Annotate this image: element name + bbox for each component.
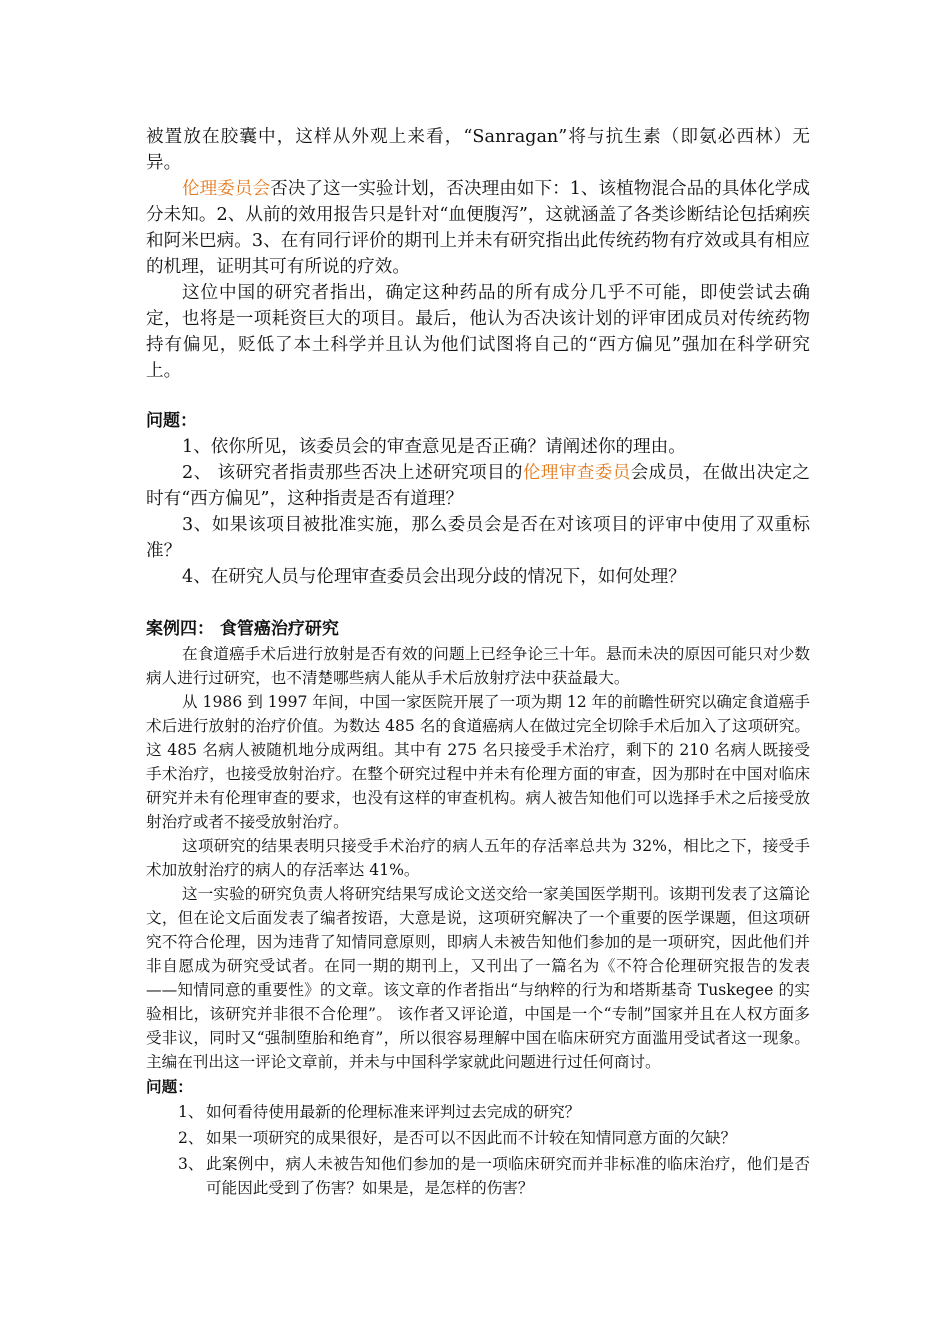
question-4: 4、在研究人员与伦理审查委员会出现分歧的情况下，如何处理？ [182, 567, 686, 587]
document-page [146, 124, 810, 1202]
list-item [146, 1152, 810, 1200]
list-item [146, 1126, 810, 1150]
case-four-paragraph-2: 从 1986 到 1997 年间，中国一家医院开展了一项为期 12 年的前瞻性研究以确定食道癌手术后进行放射的治疗价值。为数达 485 名的食道癌病人在做过完全切除手术后加入了这项研究。这 485 名病人被随机地分成两组。其中有 275 名只接受手术治疗，剩下的 210 名病人既接受手术治疗，也接受放射治疗。在整个研究过程中并未有伦理方面的审查，因为那时在中国对临床研究并未有伦理审查的要求，也没有这样的审查机构。病人被告知他们可以选择手术之后接受放射治疗或者不接受放射治疗。 [146, 693, 810, 831]
case-four-paragraph-1: 在食道癌手术后进行放射是否有效的问题上已经争论三十年。悬而未决的原因可能只对少数病人进行过研究，也不清楚哪些病人能从手术后放射疗法中获益最大。 [146, 645, 810, 687]
list-item-text: 如何看待使用最新的伦理标准来评判过去完成的研究？ [206, 1103, 581, 1121]
researcher-paragraph: 这位中国的研究者指出，确定这种药品的所有成分几乎不可能，即使尝试去确定，也将是一项耗资巨大的项目。最后，他认为否决该计划的评审团成员对传统药物持有偏见，贬低了本土科学并且认为他们试图将自己的“西方偏见”强加在科学研究上。 [146, 283, 810, 381]
list-number: 2、 [178, 1129, 204, 1147]
ethics-review-committee-highlight: 伦理审查委员 [522, 463, 631, 483]
list-item-text: 如果一项研究的成果很好，是否可以不因此而不计较在知情同意方面的欠缺？ [206, 1129, 737, 1147]
list-number: 1、 [178, 1103, 204, 1121]
list-number: 3、 [178, 1155, 204, 1173]
case-four-questions-list [146, 1100, 810, 1200]
question-1: 1、依你所见，该委员会的审查意见是否正确？请阐述你的理由。 [182, 437, 686, 457]
case-four-paragraph-4: 这一实验的研究负责人将研究结果写成论文送交给一家美国医学期刊。该期刊发表了这篇论文，但在论文后面发表了编者按语，大意是说，这项研究解决了一个重要的医学课题，但这项研究不符合伦理，因为违背了知情同意原则，即病人未被告知他们参加的是一项研究，因此他们并非自愿成为研究受试者。在同一期的期刊上，又刊出了一篇名为《不符合伦理研究报告的发表——知情同意的重要性》的文章。该文章的作者指出“与纳粹的行为和塔斯基奇 Tuskegee 的实验相比，该研究并非很不合伦理”。 该作者又评论道，中国是一个“专制”国家并且在人权方面多受非议，同时又“强制堕胎和绝育”，所以很容易理解中国在临床研究方面滥用受试者这一现象。主编在刊出这一评论文章前，并未与中国科学家就此问题进行过任何商讨。 [146, 885, 810, 1071]
case-four-paragraph-3: 这项研究的结果表明只接受手术治疗的病人五年的存活率总共为 32%，相比之下，接受手术加放射治疗的病人的存活率达 41%。 [146, 837, 810, 879]
questions-heading: 问题： [146, 411, 197, 431]
ethics-committee-highlight: 伦理委员会 [182, 179, 271, 199]
intro-paragraph: 被置放在胶囊中，这样从外观上来看，“Sanragan”将与抗生素（即氨必西林）无异。 [146, 127, 810, 173]
question-2-text-b: 会成员，在做出决定之时有“西方偏见”，这种指责是否有道理？ [146, 463, 810, 509]
case-four-heading: 案例四： 食管癌治疗研究 [146, 619, 339, 639]
list-item [146, 1100, 810, 1124]
list-item-text: 此案例中，病人未被告知他们参加的是一项临床研究而并非标准的临床治疗，他们是否可能因此受到了伤害？如果是，是怎样的伤害？ [206, 1155, 810, 1197]
decision-text: 否决了这一实验计划，否决理由如下：1、该植物混合品的具体化学成分未知。2、从前的效用报告只是针对“血便腹泻”，这就涵盖了各类诊断结论包括痢疾和阿米巴病。3、在有同行评价的期刊上并未有研究指出此传统药物有疗效或具有相应的机理，证明其可有所说的疗效。 [146, 179, 810, 277]
question-3: 3、如果该项目被批准实施，那么委员会是否在对该项目的评审中使用了双重标准？ [146, 515, 810, 561]
case-four-questions-heading: 问题： [146, 1077, 193, 1096]
question-2 [146, 460, 810, 512]
decision-paragraph [146, 176, 810, 280]
question-2-text-a: 2、 该研究者指责那些否决上述研究项目的 [182, 463, 523, 483]
